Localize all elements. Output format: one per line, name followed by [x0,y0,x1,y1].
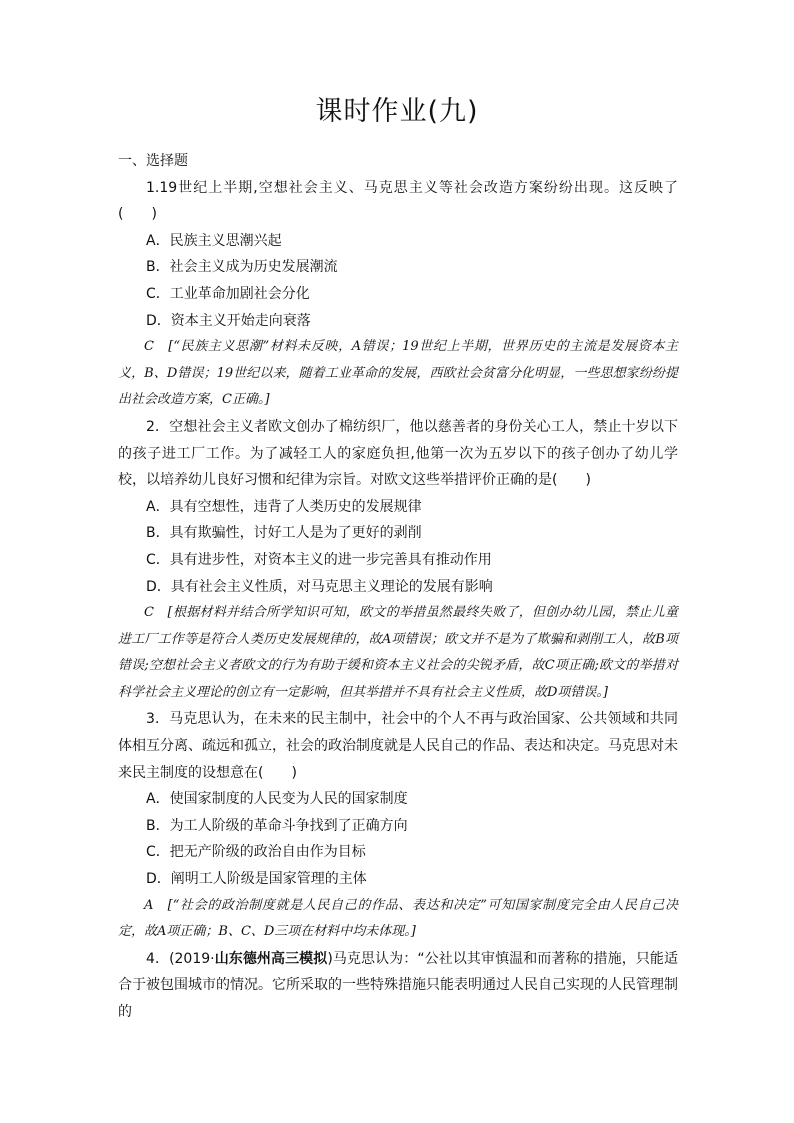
question-stem: 2．空想社会主义者欧文创办了棉纺织厂，他以慈善者的身份关心工人，禁止十岁以下的孩子进工厂工作。为了减轻工人的家庭负担,他第一次为五岁以下的孩子创办了幼儿学校，以培养幼儿良好习惯和纪律为宗旨。对欧文这些举措评价正确的是( ) [118,418,678,489]
answer-explanation: C [“民族主义思潮”材料未反映，A错误；19世纪上半期，世界历史的主流是发展资本主义，B、D错误；19世纪以来，随着工业革命的发展，西欧社会贫富分化明显，一些思想家纷纷提出社会改造方案，C正确。] [118,339,678,408]
question-1 [118,175,678,414]
question-source: 山东德州高三模拟 [214,950,328,967]
option-a: A．具有空想性，违背了人类历史的发展规律 [146,498,422,515]
option-d: D．阐明工人阶级是国家管理的主体 [146,871,367,888]
option-b: B．具有欺骗性，讨好工人是为了更好的剥削 [146,525,422,542]
question-2 [118,414,678,707]
question-stem: 1.19世纪上半期,空想社会主义、马克思主义等社会改造方案纷纷出现。这反映了( ) [118,179,678,223]
answer-explanation: C [根据材料并结合所学知识可知，欧文的举措虽然最终失败了，但创办幼儿园，禁止儿童进工厂工作等是符合人类历史发展规律的，故A项错误；欧文并不是为了欺骗和剥削工人，故B项错误;空想社会主义者欧文的行为有助于缓和资本主义社会的尖锐矛盾，故C项正确;欧文的举措对科学社会主义理论的创立有一定影响，但其举措并不具有社会主义性质，故D项错误。] [118,605,678,700]
question-stem [118,946,678,1026]
question-3 [118,706,678,945]
option-c: C．具有进步性，对资本主义的进一步完善具有推动作用 [146,551,492,568]
option-b: B．社会主义成为历史发展潮流 [146,259,338,276]
question-list [118,148,678,1026]
option-a: A．使国家制度的人民变为人民的国家制度 [146,791,408,808]
option-c: C．把无产阶级的政治自由作为目标 [146,844,366,861]
option-a: A．民族主义思潮兴起 [146,232,282,249]
option-b: B．为工人阶级的革命斗争找到了正确方向 [146,817,408,834]
page-title: 课时作业(九) [315,96,479,127]
option-d: D．资本主义开始走向衰落 [146,312,311,329]
answer-explanation: A [“社会的政治制度就是人民自己的作品、表达和决定”可知国家制度完全由人民自己决定，故A项正确；B、C、D三项在材料中均未体现。] [118,897,678,940]
question-4 [118,946,678,1026]
option-d: D．具有社会主义性质，对马克思主义理论的发展有影响 [146,578,493,595]
section-heading: 一、选择题 [118,153,188,169]
question-number: 4．(2019· [146,950,215,967]
option-c: C．工业革命加剧社会分化 [146,285,310,302]
question-stem: 3．马克思认为，在未来的民主制中，社会中的个人不再与政治国家、公共领域和共同体相互分离、疏远和孤立，社会的政治制度就是人民自己的作品、表达和决定。马克思对未来民主制度的设想意在( ) [118,711,678,781]
question-text: )马克思认为：“公社以其审慎温和而著称的措施，只能适合于被包围城市的情况。它所采取的一些特殊措施只能表明通过人民自己实现的人民管理制的 [118,950,679,1020]
